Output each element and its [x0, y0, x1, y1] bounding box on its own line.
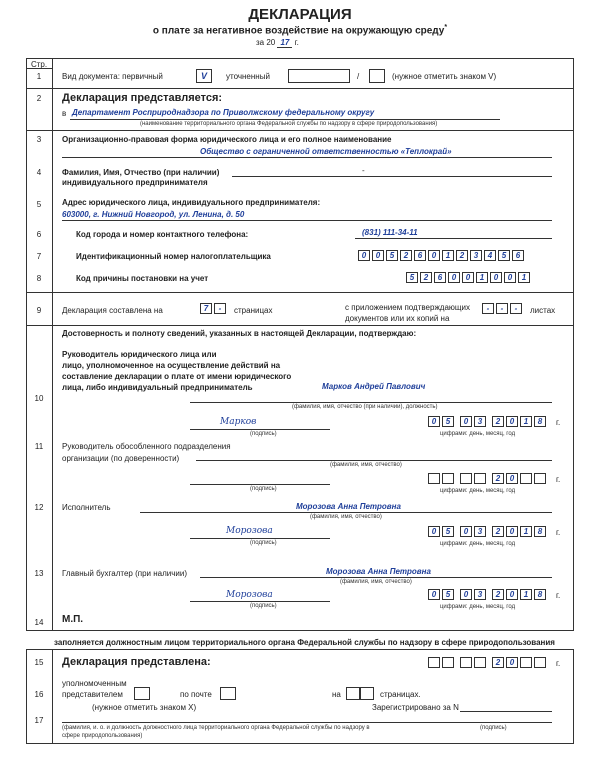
presented-pages-2[interactable]: [360, 687, 374, 700]
row-number: 12: [34, 503, 44, 512]
presented-label: Декларация представлена:: [62, 656, 211, 668]
attach-digit[interactable]: -: [510, 303, 522, 314]
kpp-label: Код причины постановки на учет: [76, 274, 209, 283]
head-label-4: лица, либо индивидуальный предприниматель: [62, 383, 253, 392]
date-digit[interactable]: 1: [520, 589, 532, 600]
branch-date-cells: [428, 473, 548, 484]
representative-label-2: представителем: [62, 690, 123, 699]
inn-digit[interactable]: 1: [442, 250, 454, 261]
kpp-digit[interactable]: 0: [504, 272, 516, 283]
date-digit[interactable]: [520, 657, 532, 668]
presented-date-cells: [428, 657, 548, 668]
executor-name-caption: (фамилия, имя, отчество): [310, 514, 382, 520]
fio-value: -: [362, 166, 365, 175]
accountant-label: Главный бухгалтер (при наличии): [62, 569, 187, 578]
date-digit[interactable]: 3: [474, 526, 486, 537]
head-label-2: лицо, уполномоченное на осуществление действий на: [62, 361, 281, 370]
inn-digit[interactable]: 0: [358, 250, 370, 261]
submitted-to-prefix: в: [62, 109, 67, 118]
year-unit: г.: [556, 659, 561, 668]
date-digit[interactable]: [534, 473, 546, 484]
row-number: 17: [34, 716, 44, 725]
pages-unit: страницах: [234, 306, 273, 315]
date-digit[interactable]: [460, 473, 472, 484]
kpp-digit[interactable]: 6: [434, 272, 446, 283]
address-value: 603000, г. Нижний Новгород, ул. Ленина, д. 50: [62, 210, 245, 219]
official-section-header: заполняется должностным лицом территориального органа Федеральной службы по надзору в сфере природопользования: [54, 638, 555, 647]
attach-digit[interactable]: -: [482, 303, 494, 314]
corrected-number-field[interactable]: [288, 69, 350, 83]
date-digit[interactable]: [534, 657, 546, 668]
row-number: 2: [36, 94, 42, 103]
head-label-1: Руководитель юридического лица или: [62, 350, 217, 359]
row-number: 11: [34, 442, 44, 451]
kpp-digit[interactable]: 1: [476, 272, 488, 283]
stamp-place: М.П.: [62, 614, 84, 625]
kpp-cells: [406, 272, 532, 283]
attach-label-1: с приложением подтверждающих: [345, 303, 470, 312]
date-digit[interactable]: 1: [520, 526, 532, 537]
date-digit[interactable]: 3: [474, 416, 486, 427]
authority-caption: (наименование территориального органа Федеральной службы по надзору в сфере природопользования): [140, 121, 438, 127]
inn-digit[interactable]: 2: [400, 250, 412, 261]
date-digit[interactable]: [442, 657, 454, 668]
attach-unit: листах: [530, 306, 556, 315]
mail-label: по почте: [180, 690, 212, 699]
kpp-digit[interactable]: 0: [490, 272, 502, 283]
date-digit[interactable]: 2: [492, 526, 504, 537]
inn-digit[interactable]: 0: [372, 250, 384, 261]
row-number: 16: [34, 690, 44, 699]
kpp-digit[interactable]: 0: [448, 272, 460, 283]
pages-digit[interactable]: 7: [200, 303, 212, 314]
presented-pages-unit: страницах.: [380, 690, 421, 699]
date-digit[interactable]: 0: [460, 526, 472, 537]
mail-checkbox[interactable]: [220, 687, 236, 700]
pages-cells: [200, 303, 228, 314]
date-digit[interactable]: 0: [428, 589, 440, 600]
document-title: ДЕКЛАРАЦИЯ: [248, 6, 352, 23]
pages-label: Декларация составлена на: [62, 306, 163, 315]
date-digit[interactable]: 0: [460, 589, 472, 600]
accountant-name-caption: (фамилия, имя, отчество): [340, 579, 412, 585]
executor-label: Исполнитель: [62, 503, 111, 512]
attach-cells: [482, 303, 524, 314]
date-digit[interactable]: [428, 473, 440, 484]
pages-digit[interactable]: -: [214, 303, 226, 314]
attach-label-2: документов или их копий на: [345, 314, 450, 323]
date-digit[interactable]: 3: [474, 589, 486, 600]
head-date-cells: [428, 416, 548, 427]
primary-mark: V: [200, 71, 207, 81]
date-caption: цифрами: день, месяц, год: [440, 604, 516, 610]
subtitle-text: о плате за негативное воздействие на окружающую среду: [152, 25, 445, 37]
phone-label: Код города и номер контактного телефона:: [76, 230, 249, 239]
date-digit[interactable]: [460, 657, 472, 668]
accountant-signature: Морозова: [226, 590, 273, 600]
official-caption-2: сфере природопользования): [62, 733, 143, 739]
authority-name: Департамент Росприроднадзора по Приволжскому федеральному округу: [72, 108, 375, 117]
accountant-date-cells: [428, 589, 548, 600]
presented-pages-1[interactable]: [346, 687, 360, 700]
confirm-text: Достоверность и полноту сведений, указанных в настоящей Декларации, подтверждаю:: [62, 329, 417, 338]
row-number: 10: [34, 394, 44, 403]
date-digit[interactable]: 0: [506, 416, 518, 427]
inn-cells: [358, 250, 526, 261]
corrected-label: уточненный: [226, 72, 270, 81]
document-subtitle: [0, 24, 600, 36]
accountant-sig-caption: (подпись): [250, 603, 277, 609]
registered-label: Зарегистрировано за N: [372, 703, 459, 712]
date-digit[interactable]: 2: [492, 473, 504, 484]
row-number: 4: [36, 168, 42, 177]
date-digit[interactable]: [474, 473, 486, 484]
kpp-digit[interactable]: 1: [518, 272, 530, 283]
year-unit: г.: [556, 418, 561, 427]
branch-label-1: Руководитель обособленного подразделения: [62, 442, 231, 451]
fio-label-1: Фамилия, Имя, Отчество (при наличии): [62, 168, 220, 177]
year-unit: г.: [556, 528, 561, 537]
date-digit[interactable]: [520, 473, 532, 484]
row-number: 8: [36, 274, 42, 283]
row-number: 5: [36, 200, 42, 209]
date-digit[interactable]: 8: [534, 589, 546, 600]
date-digit[interactable]: 5: [442, 589, 454, 600]
row-number: 7: [36, 252, 42, 261]
date-digit[interactable]: 0: [428, 416, 440, 427]
date-digit[interactable]: 1: [520, 416, 532, 427]
row-number: 15: [34, 658, 44, 667]
date-digit[interactable]: 0: [506, 589, 518, 600]
inn-digit[interactable]: 5: [386, 250, 398, 261]
executor-date-cells: [428, 526, 548, 537]
date-digit[interactable]: 2: [492, 657, 504, 668]
head-sig-caption: (подпись): [250, 431, 277, 437]
inn-digit[interactable]: 0: [428, 250, 440, 261]
date-digit[interactable]: 2: [492, 416, 504, 427]
org-name: Общество с ограниченной ответственностью «Теплокрай»: [200, 147, 452, 156]
row-number: 9: [36, 306, 42, 315]
inn-digit[interactable]: 4: [484, 250, 496, 261]
date-caption: цифрами: день, месяц, год: [440, 488, 516, 494]
head-name-caption: (фамилия, имя, отчество (при наличии), должность): [292, 404, 438, 410]
date-digit[interactable]: 2: [492, 589, 504, 600]
branch-sig-caption: (подпись): [250, 486, 277, 492]
mark-note: (нужное отметить знаком Х): [92, 703, 197, 712]
branch-label-2: организации (по доверенности): [62, 454, 180, 463]
branch-name-caption: (фамилия, имя, отчество): [330, 462, 402, 468]
date-digit[interactable]: 0: [506, 526, 518, 537]
date-digit[interactable]: 8: [534, 416, 546, 427]
year-unit: г.: [556, 475, 561, 484]
date-digit[interactable]: 0: [506, 657, 518, 668]
inn-digit[interactable]: 6: [512, 250, 524, 261]
accountant-name: Морозова Анна Петровна: [326, 567, 431, 576]
head-label-3: составление декларации о плате от имени юридического: [62, 372, 292, 381]
primary-checkbox[interactable]: [196, 69, 212, 83]
date-digit[interactable]: 5: [442, 526, 454, 537]
year-unit: г.: [294, 38, 299, 47]
row-number: 13: [34, 569, 44, 578]
head-name: Марков Андрей Павлович: [322, 382, 426, 391]
date-digit[interactable]: 8: [534, 526, 546, 537]
executor-name: Морозова Анна Петровна: [296, 502, 401, 511]
year-value: 17: [277, 38, 292, 48]
representative-label-1: уполномоченным: [62, 679, 127, 688]
kpp-digit[interactable]: 2: [420, 272, 432, 283]
kpp-digit[interactable]: 5: [406, 272, 418, 283]
date-digit[interactable]: 0: [506, 473, 518, 484]
doc-type-note: (нужное отметить знаком V): [392, 72, 497, 81]
date-caption: цифрами: день, месяц, год: [440, 541, 516, 547]
subtitle-footnote-mark: *: [444, 24, 448, 31]
date-digit[interactable]: 0: [428, 526, 440, 537]
inn-digit[interactable]: 5: [498, 250, 510, 261]
official-caption-1: (фамилия, и. о. и должность должностного лица территориального органа Федеральной службы по надзору в: [62, 725, 370, 731]
fio-label-2: индивидуального предпринимателя: [62, 178, 208, 187]
row-number: 6: [36, 230, 42, 239]
inn-digit[interactable]: 3: [470, 250, 482, 261]
doc-type-label: Вид документа: первичный: [62, 72, 163, 81]
date-digit[interactable]: 5: [442, 416, 454, 427]
date-digit[interactable]: [474, 657, 486, 668]
date-digit[interactable]: [442, 473, 454, 484]
date-digit[interactable]: [428, 657, 440, 668]
slash-separator: /: [357, 72, 360, 81]
row-number: 3: [36, 135, 42, 144]
row-number: 14: [34, 618, 44, 627]
year-unit: г.: [556, 591, 561, 600]
date-caption: цифрами: день, месяц, год: [440, 431, 516, 437]
address-label: Адрес юридического лица, индивидуального предпринимателя:: [62, 198, 321, 207]
date-digit[interactable]: 0: [460, 416, 472, 427]
corrected-count-field[interactable]: [369, 69, 385, 83]
inn-label: Идентификационный номер налогоплательщика: [76, 252, 271, 261]
inn-digit[interactable]: 6: [414, 250, 426, 261]
year-line: [256, 38, 299, 47]
official-sig-caption: (подпись): [480, 725, 507, 731]
kpp-digit[interactable]: 0: [462, 272, 474, 283]
year-prefix: за 20: [256, 38, 276, 47]
column-header-page: Стр.: [30, 60, 48, 69]
on-label: на: [332, 690, 341, 699]
org-form-label: Организационно-правовая форма юридического лица и его полное наименование: [62, 135, 392, 144]
phone-value: (831) 111-34-11: [362, 228, 418, 237]
row-number: 1: [36, 72, 42, 81]
executor-sig-caption: (подпись): [250, 540, 277, 546]
executor-signature: Морозова: [226, 526, 273, 536]
representative-checkbox[interactable]: [134, 687, 150, 700]
attach-digit[interactable]: -: [496, 303, 508, 314]
submitted-to-label: Декларация представляется:: [62, 92, 223, 104]
inn-digit[interactable]: 2: [456, 250, 468, 261]
head-signature: Марков: [220, 417, 257, 427]
